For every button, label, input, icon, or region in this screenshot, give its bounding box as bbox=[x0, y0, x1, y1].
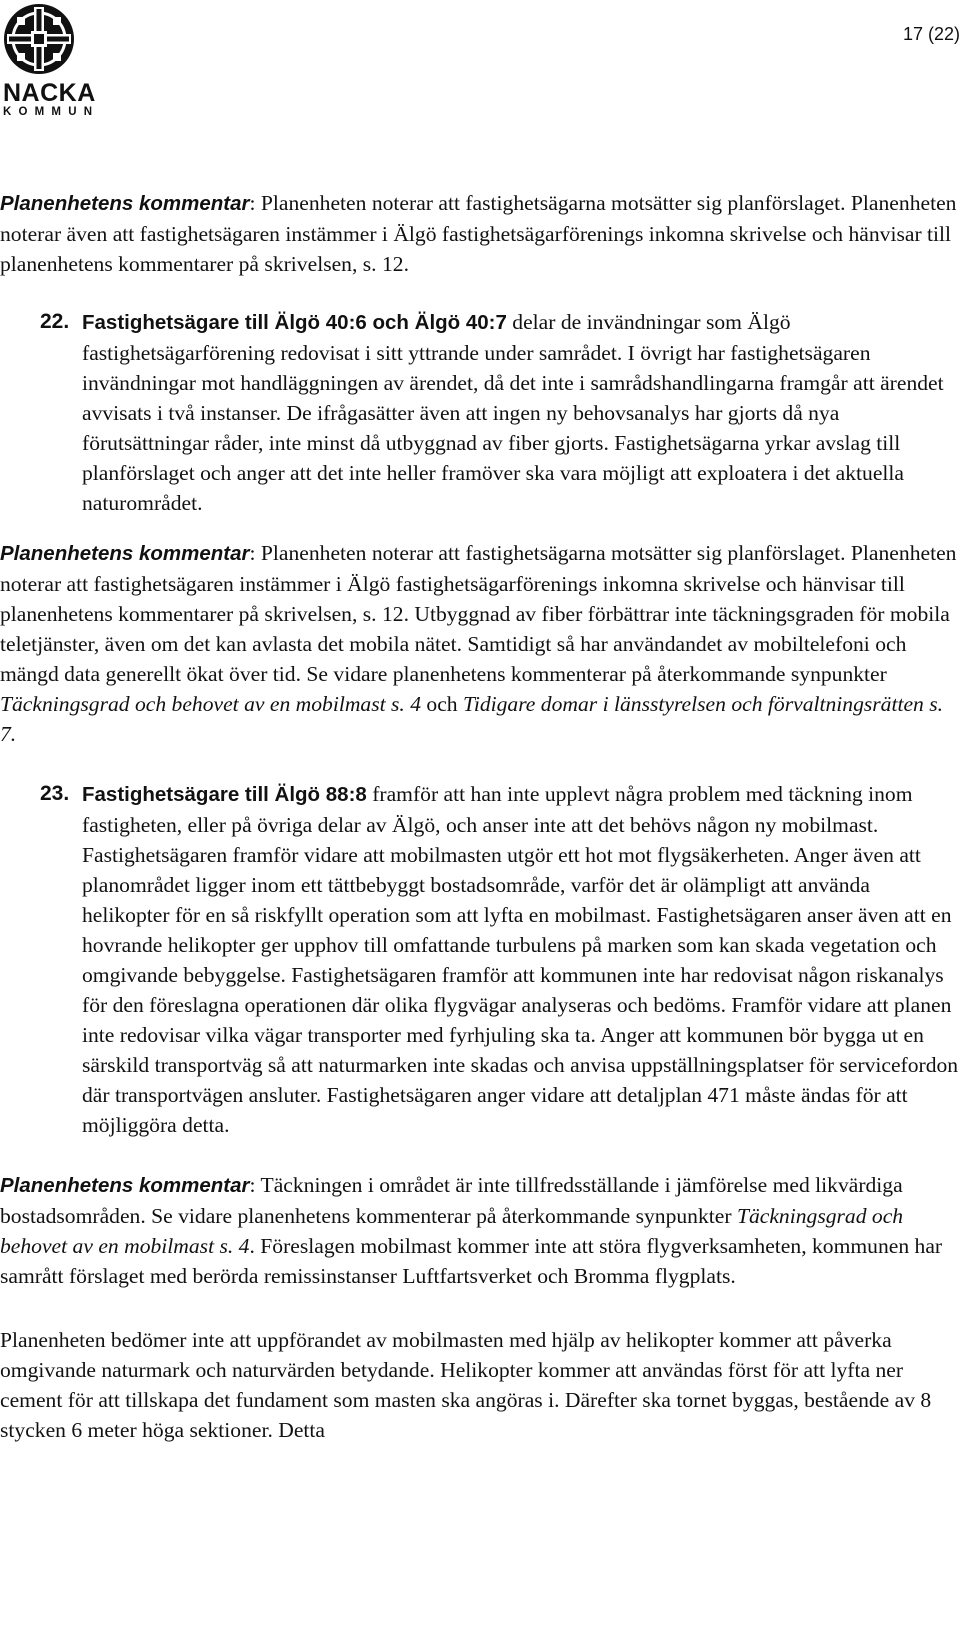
comment-text: . Föreslagen mobilmast kommer inte att störa flygverksamheten, kommunen har samrått förslaget med berörda remissinstanser Luftfartsverket och Bromma flygplats. bbox=[0, 1234, 943, 1288]
item-heading: Fastighetsägare till Älgö 88:8 bbox=[82, 783, 367, 806]
comment-label: Planenhetens kommentar bbox=[0, 1174, 250, 1197]
comment-text: och bbox=[421, 692, 463, 716]
comment-paragraph-3 bbox=[0, 1170, 960, 1291]
nacka-logo bbox=[3, 3, 103, 119]
reference-link: Tidigare domar i länsstyrelsen och förvaltningsrätten s. 7. bbox=[0, 692, 944, 746]
logo-subtitle: KOMMUN bbox=[3, 106, 100, 118]
comment-label: Planenhetens kommentar bbox=[0, 192, 250, 215]
page-number: 17 (22) bbox=[902, 24, 960, 44]
item-number: 23. bbox=[40, 782, 70, 805]
document-body bbox=[0, 188, 960, 1445]
logo-name: NACKA bbox=[3, 79, 96, 107]
reference-link: Täckningsgrad och behovet av en mobilmast s. 4 bbox=[0, 1204, 904, 1258]
item-number: 22. bbox=[40, 310, 70, 333]
comment-label: Planenhetens kommentar bbox=[0, 542, 250, 565]
body-paragraph: Planenheten bedömer inte att uppförandet av mobilmasten med hjälp av helikopter kommer att påverka omgivande naturmark och naturvärden betydande. Helikopter kommer att användas först för att lyfta ner cement för att tillskapa det fundament som masten ska angöras i. Därefter ska tornet byggas, bestående av 8 stycken 6 meter höga sektioner. Detta bbox=[0, 1328, 932, 1442]
comment-paragraph-1 bbox=[0, 188, 960, 279]
item-text: framför att han inte upplevt några problem med täckning inom fastigheten, eller på övriga delar av Älgö, och anser inte att det behövs någon ny mobilmast. Fastighetsägaren framför vidare att mobilmasten utgör ett hot mot flygsäkerheten. Anger även att planområdet ligger inom ett tättbebyggt bostadsområde, varför det är olämpligt att använda helikopter för en så riskfyllt operation som att lyfta en mobilmast. Fastighetsägaren anser även att en hovrande helikopter ger upphov till omfattande turbulens på marken som kan skada vegetation och omgivande bebyggelse. Fastighetsägaren framför att kommunen inte har redovisat någon riskanalys för den föreslagna operationen där olika flygvägar analyseras och bedöms. Framför vidare att planen inte redovisar vilka vägar transporter med fyrhjuling ska ta. Anger att kommunen bör bygga ut en särskild transportväg så att naturmarken inte skadas och anvisa uppställningsplatser för servicefordon där transportvägen ansluter. Fastighetsägaren anger vidare att detaljplan 471 måste ändas för att möjliggöra detta. bbox=[82, 782, 959, 1137]
comment-text: : Planenheten noterar att fastighetsägarna motsätter sig planförslaget. Planenheten noterar även att fastighetsägaren instämmer i Älgö fastighetsägarförenings inkomna skrivelse och hänvisar till planenhetens kommentarer på skrivelsen, s. 12. bbox=[0, 191, 957, 276]
list-item-23 bbox=[0, 779, 960, 1140]
reference-link: Täckningsgrad och behovet av en mobilmast s. 4 bbox=[0, 692, 422, 716]
comment-text: : Planenheten noterar att fastighetsägarna motsätter sig planförslaget. Planenheten noterar att fastighetsägaren instämmer i Älgö fastighetsägarförenings inkomna skrivelse och hänvisar till planenhetens kommentarer på skrivelsen, s. 12. Utbyggnad av fiber förbättrar inte täckningsgraden för mobila teletjänster, även om det kan avlasta det mobila nätet. Samtidigt så har användandet av mobiltelefoni och mängd data generellt ökat över tid. Se vidare planenhetens kommenterar på återkommande synpunkter bbox=[0, 541, 957, 686]
nacka-emblem-icon bbox=[3, 3, 75, 75]
list-item-22 bbox=[0, 307, 960, 518]
comment-paragraph-2 bbox=[0, 538, 960, 749]
item-heading: Fastighetsägare till Älgö 40:6 och Älgö 40:7 bbox=[82, 311, 507, 334]
comment-text: : Täckningen i området är inte tillfredsställande i jämförelse med likvärdiga bostadsområden. Se vidare planenhetens kommenterar på återkommande synpunkter bbox=[0, 1173, 903, 1228]
item-text: delar de invändningar som Älgö fastighetsägarförening redovisat i sitt yttrande under samrådet. I övrigt har fastighetsägaren invändningar mot handläggningen av ärendet, då det inte i samrådshandlingarna framgår att ärendet avvisats i två instanser. De ifrågasätter även att ingen ny behovsanalys har gjorts då nya förutsättningar råder, inte minst då utbyggnad av fiber gjorts. Fastighetsägarna yrkar avslag till planförslaget och anger att det inte heller framöver ska vara möjligt att exploatera i det aktuella naturområdet. bbox=[82, 310, 944, 515]
